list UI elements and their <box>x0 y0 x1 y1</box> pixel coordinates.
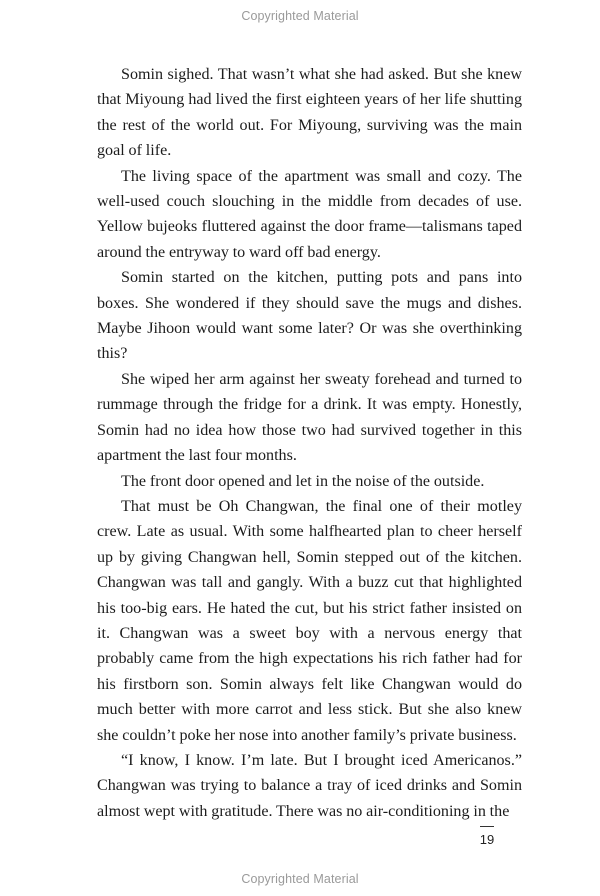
paragraph-1: Somin sighed. That wasn’t what she had asked. But she knew that Miyoung had lived the first eighteen years of her life shutting the rest of the world out. For Miyoung, surviving was the main goal of life. <box>97 66 522 160</box>
paragraph-2: The living space of the apartment was small and cozy. The well-used couch slouching in the middle from decades of use. Yellow bujeoks fluttered against the door frame—talismans taped around the entryway to ward off bad energy. <box>97 167 522 261</box>
page-body-text <box>97 62 522 824</box>
paragraph-3: Somin started on the kitchen, putting pots and pans into boxes. She wondered if they should save the mugs and dishes. Maybe Jihoon would want some later? Or was she overthinking this? <box>97 269 522 363</box>
copyright-watermark-bottom: Copyrighted Material <box>241 872 359 886</box>
paragraph-7: “I know, I know. I’m late. But I brought iced Americanos.” Changwan was trying to balance a tray of iced drinks and Somin almost wept with gratitude. There was no air-conditioning in the <box>97 751 522 820</box>
paragraph-5: The front door opened and let in the noise of the outside. <box>121 472 485 490</box>
page-number: 19 <box>479 832 495 847</box>
page-number-rule <box>480 826 494 827</box>
copyright-watermark-top: Copyrighted Material <box>241 9 359 23</box>
paragraph-4: She wiped her arm against her sweaty forehead and turned to rummage through the fridge for a drink. It was empty. Honestly, Somin had no idea how those two had survived together in this apartment the last four months. <box>97 370 522 465</box>
paragraph-6: That must be Oh Changwan, the final one of their motley crew. Late as usual. With some halfhearted plan to cheer herself up by giving Changwan hell, Somin stepped out of the kitchen. Changwan was tall and gangly. With a buzz cut that highlighted his too-big ears. He hated the cut, but his strict father insisted on it. Changwan was a sweet boy with a nervous energy that probably came from the high expectations his rich father had for his firstborn son. Somin always felt like Changwan would do much better with more carrot and less stick. But she also knew she couldn’t poke her nose into another family’s private business. <box>97 497 522 744</box>
